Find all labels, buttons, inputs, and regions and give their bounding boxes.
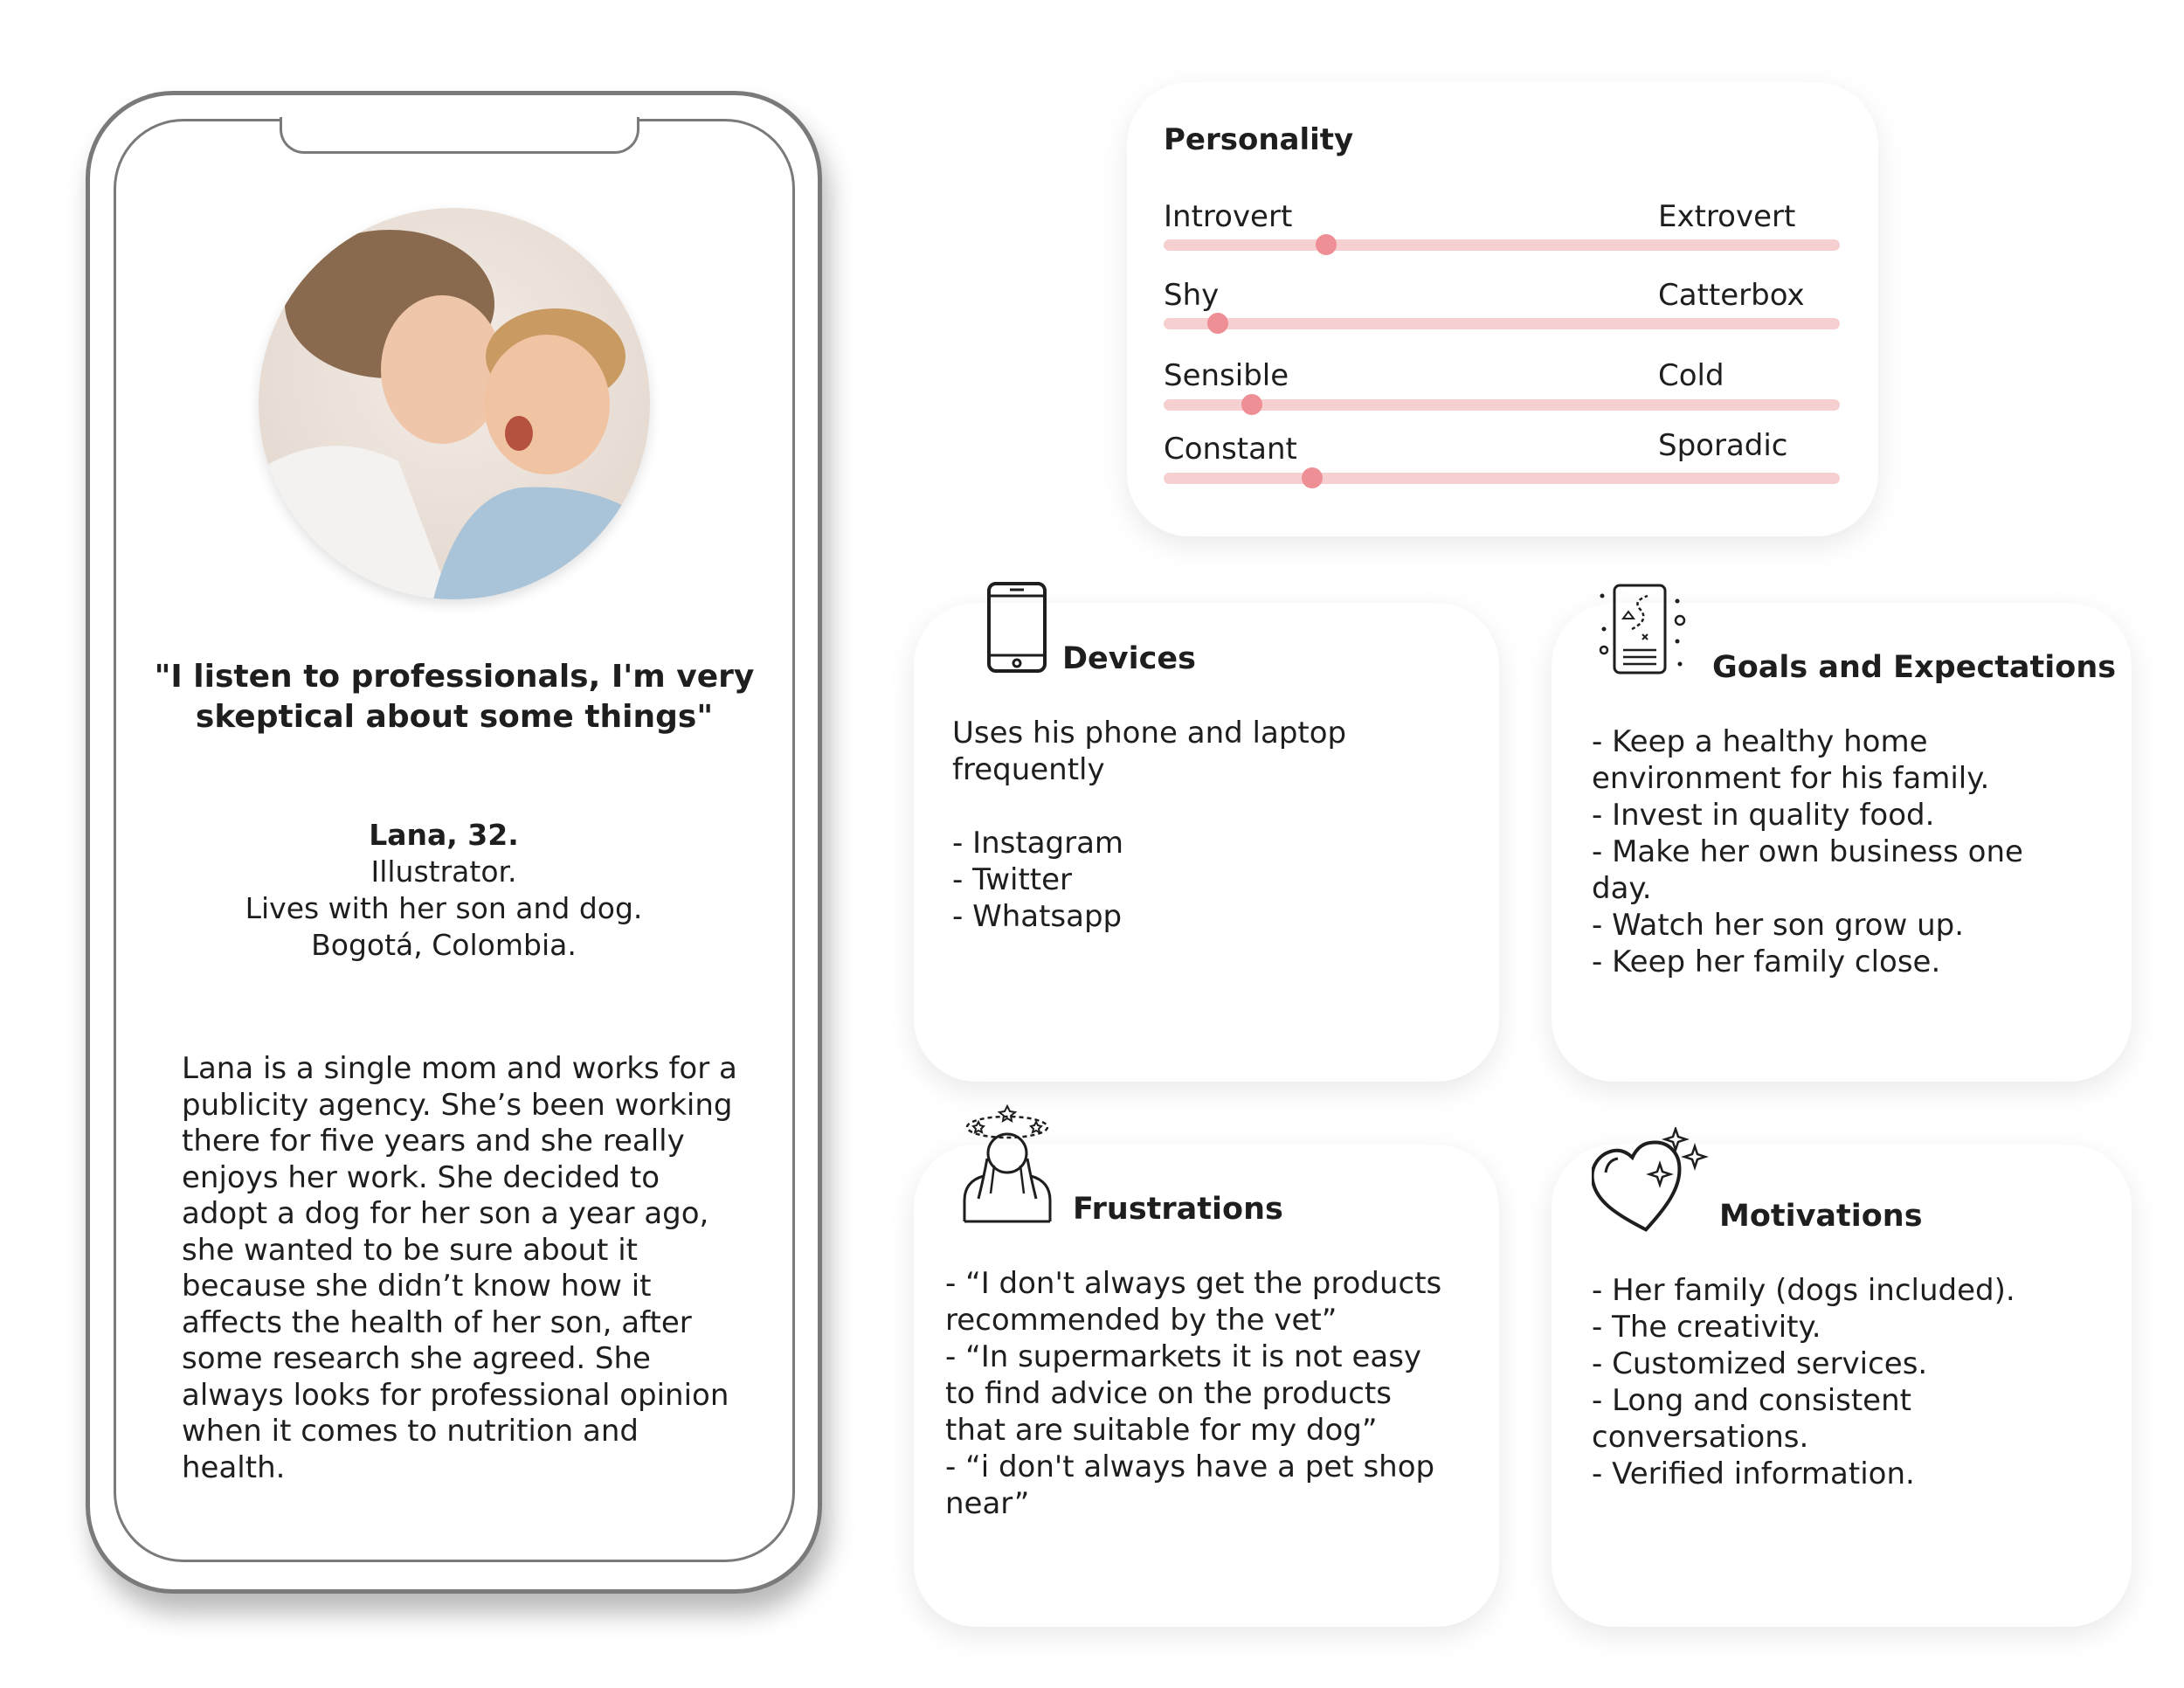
dizzy-person-icon [961, 1103, 1054, 1225]
goals-title: Goals and Expectations [1712, 650, 2117, 685]
persona-identity [149, 817, 739, 964]
trait-slider-knob [1316, 234, 1337, 255]
phone-notch [280, 117, 639, 154]
strategy-tablet-icon [1597, 580, 1695, 681]
personality-title: Personality [1164, 122, 1354, 157]
devices-text: Uses his phone and laptop frequently - Instagram - Twitter - Whatsapp [952, 716, 1347, 934]
trait-slider-track [1164, 239, 1840, 251]
trait-slider-track [1164, 318, 1840, 329]
persona-name: Lana, 32. [369, 818, 519, 852]
persona-location: Bogotá, Colombia. [311, 928, 577, 962]
trait-left-label: Constant [1164, 432, 1297, 467]
trait-slider-track [1164, 473, 1840, 484]
sparkling-heart-icon [1592, 1127, 1709, 1235]
persona-quote: "I listen to professionals, I'm very skeptical about some things" [154, 659, 755, 735]
motivations-title: Motivations [1719, 1199, 1923, 1234]
smartphone-icon [985, 580, 1048, 675]
trait-slider-knob [1241, 394, 1262, 415]
trait-slider-knob [1207, 313, 1228, 334]
trait-left-label: Sensible [1164, 358, 1289, 393]
devices-title: Devices [1062, 641, 1196, 676]
frustrations-title: Frustrations [1073, 1192, 1283, 1227]
trait-left-label: Introvert [1164, 199, 1293, 234]
persona-occupation: Illustrator. [370, 854, 517, 889]
trait-slider-track [1164, 399, 1840, 411]
motivations-text: - Her family (dogs included). - The creativity. - Customized services. - Long and consistent conversations. - Verified information. [1592, 1273, 2015, 1491]
persona-living: Lives with her son and dog. [245, 891, 643, 925]
frustrations-text: - “I don't always get the products recommended by the vet” - “In supermarkets it is not easy to find advice on the products that are suitable for my dog” - “i don't always have a pet shop near” [945, 1266, 1442, 1521]
trait-right-label: Sporadic [1658, 428, 1788, 463]
trait-left-label: Shy [1164, 278, 1220, 313]
trait-right-label: Cold [1658, 358, 1724, 393]
persona-photo [259, 208, 650, 599]
goals-text: - Keep a healthy home environment for his family. - Invest in quality food. - Make her own business one day. - Watch her son grow up. - Keep her family close. [1592, 724, 2023, 979]
trait-right-label: Extrovert [1658, 199, 1796, 234]
persona-bio: Lana is a single mom and works for a publicity agency. She’s been working there for five years and she really enjoys her work. She decided to adopt a dog for her son a year ago, she wanted to be sure about it because she didn’t know how it affects the health of her son, after some research she agreed. She always looks for professional opinion when it comes to nutrition and health. [182, 1051, 737, 1485]
trait-right-label: Catterbox [1658, 278, 1805, 313]
